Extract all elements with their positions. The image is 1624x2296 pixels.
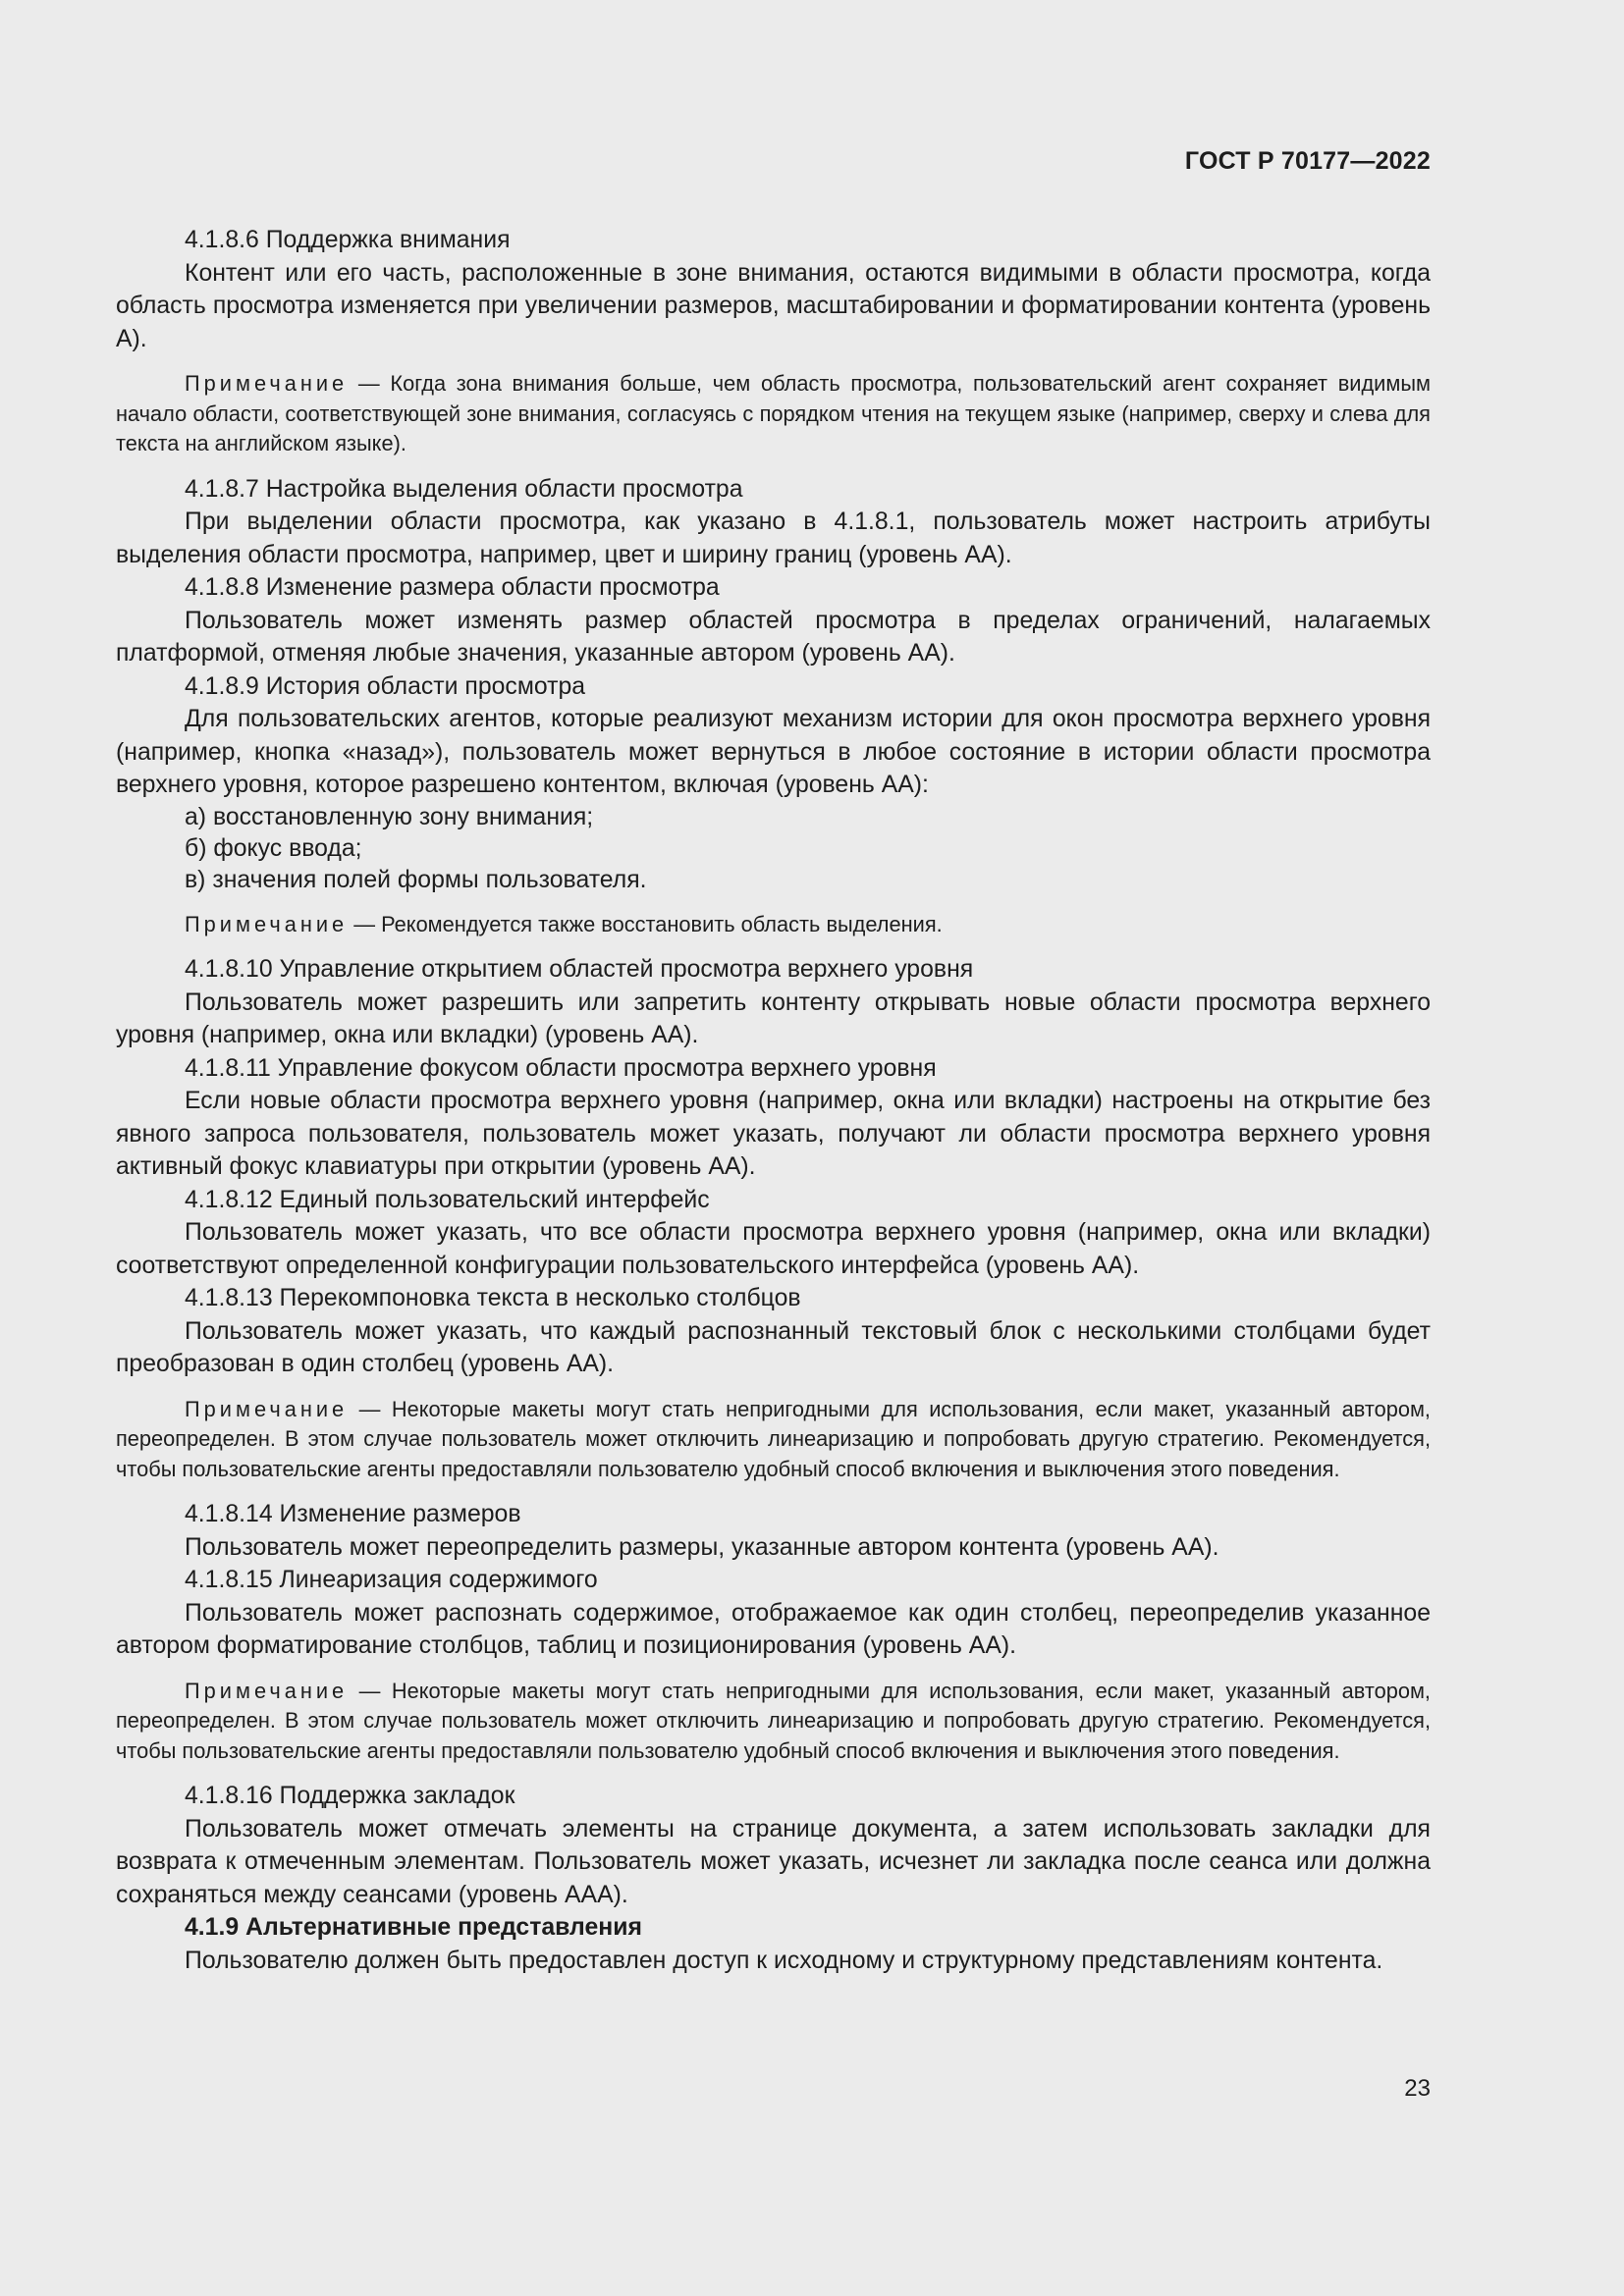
- section-heading-4-1-8-9: 4.1.8.9 История области просмотра: [185, 672, 586, 700]
- section-heading-4-1-8-8: 4.1.8.8 Изменение размера области просмотра: [185, 574, 720, 601]
- section-heading-4-1-8-13: 4.1.8.13 Перекомпоновка текста в несколько столбцов: [185, 1285, 801, 1311]
- section-text-4-1-8-12: Пользователь может указать, что все области просмотра верхнего уровня (например, окна или вкладки) соответствуют определенной конфигурации пользовательского интерфейса (уровень АА).: [116, 1219, 1431, 1279]
- note-4-1-8-6: [116, 369, 1431, 459]
- section-heading-4-1-8-7: 4.1.8.7 Настройка выделения области просмотра: [185, 475, 743, 503]
- section-text-4-1-9: Пользователю должен быть предоставлен доступ к исходному и структурному представлениям контента.: [185, 1947, 1383, 1974]
- document-page: [116, 0, 1431, 2296]
- section-heading-4-1-8-14: 4.1.8.14 Изменение размеров: [185, 1501, 521, 1527]
- note-label: Примечание: [185, 371, 349, 396]
- section-heading-4-1-8-10: 4.1.8.10 Управление открытием областей просмотра верхнего уровня: [185, 956, 974, 983]
- page-number: 23: [1404, 2075, 1431, 2102]
- section-text-4-1-8-16: Пользователь может отмечать элементы на странице документа, а затем использовать закладки для возврата к отмеченным элементам. Пользователь может указать, исчезнет ли закладка после сеанса или должна сохраняться между сеансами (уровень ААА).: [116, 1815, 1431, 1908]
- note-label: Примечание: [185, 911, 349, 936]
- section-text-4-1-8-15: Пользователь может распознать содержимое, отображаемое как один столбец, переопределив указанное автором форматирование столбцов, таблиц и позиционирования (уровень АА).: [116, 1599, 1431, 1659]
- note-4-1-8-9: [116, 910, 1431, 940]
- note-text: — Рекомендуется также восстановить область выделения.: [348, 911, 943, 936]
- section-heading-4-1-9: 4.1.9 Альтернативные представления: [185, 1914, 642, 1941]
- section-text-4-1-8-11: Если новые области просмотра верхнего уровня (например, окна или вкладки) настроены на открытие без явного запроса пользователя, пользователь может указать, получают ли области просмотра верхнего уровня активный фокус клавиатуры при открытии (уровень АА).: [116, 1088, 1431, 1180]
- note-label: Примечание: [185, 1678, 349, 1703]
- note-text: — Некоторые макеты могут стать непригодными для использования, если макет, указанный автором, переопределен. В этом случае пользователь может отключить линеаризацию и попробовать другую стратегию. Рекомендуется, чтобы пользовательские агенты предоставляли пользователю удобный способ включения и выключения этого поведения.: [116, 1678, 1431, 1763]
- section-heading-4-1-8-6: 4.1.8.6 Поддержка внимания: [185, 227, 511, 253]
- document-designation: ГОСТ Р 70177—2022: [1184, 147, 1431, 175]
- section-heading-4-1-8-11: 4.1.8.11 Управление фокусом области просмотра верхнего уровня: [185, 1054, 937, 1082]
- note-label: Примечание: [185, 1396, 349, 1421]
- section-text-4-1-8-6: Контент или его часть, расположенные в зоне внимания, остаются видимыми в области просмотра, когда область просмотра изменяется при увеличении размеров, масштабировании и форматировании контента (уровень А).: [116, 259, 1431, 352]
- note-text: — Некоторые макеты могут стать непригодными для использования, если макет, указанный автором, переопределен. В этом случае пользователь может отключить линеаризацию и попробовать другую стратегию. Рекомендуется, чтобы пользовательские агенты предоставляли пользователю удобный способ включения и выключения этого поведения.: [116, 1396, 1431, 1481]
- section-text-4-1-8-7: При выделении области просмотра, как указано в 4.1.8.1, пользователь может настроить атрибуты выделения области просмотра, например, цвет и ширину границ (уровень АА).: [116, 508, 1431, 568]
- note-text: — Когда зона внимания больше, чем область просмотра, пользовательский агент сохраняет видимым начало области, соответствующей зоне внимания, согласуясь с порядком чтения на текущем языке (например, сверху и слева для текста на английском языке).: [116, 371, 1431, 455]
- section-text-4-1-8-10: Пользователь может разрешить или запретить контенту открывать новые области просмотра верхнего уровня (например, окна или вкладки) (уровень АА).: [116, 988, 1431, 1048]
- section-text-4-1-8-9: Для пользовательских агентов, которые реализуют механизм истории для окон просмотра верхнего уровня (например, кнопка «назад»), пользователь может вернуться в любое состояние в истории области просмотра верхнего уровня, которое разрешено контентом, включая (уровень АА):: [116, 706, 1431, 798]
- section-heading-4-1-8-15: 4.1.8.15 Линеаризация содержимого: [185, 1567, 598, 1593]
- section-heading-4-1-8-16: 4.1.8.16 Поддержка закладок: [185, 1783, 515, 1809]
- section-text-4-1-8-14: Пользователь может переопределить размеры, указанные автором контента (уровень АА).: [185, 1533, 1219, 1561]
- list-item: в) значения полей формы пользователя.: [185, 866, 647, 893]
- note-4-1-8-15: [116, 1677, 1431, 1767]
- section-text-4-1-8-13: Пользователь может указать, что каждый распознанный текстовый блок с несколькими столбцами будет преобразован в один столбец (уровень АА).: [116, 1317, 1431, 1377]
- list-item: а) восстановленную зону внимания;: [185, 803, 594, 830]
- document-body: [116, 224, 1431, 1977]
- section-heading-4-1-8-12: 4.1.8.12 Единый пользовательский интерфейс: [185, 1186, 710, 1213]
- list-item: б) фокус ввода;: [185, 834, 362, 862]
- note-4-1-8-13: [116, 1395, 1431, 1485]
- section-text-4-1-8-8: Пользователь может изменять размер областей просмотра в пределах ограничений, налагаемых платформой, отменяя любые значения, указанные автором (уровень АА).: [116, 607, 1431, 667]
